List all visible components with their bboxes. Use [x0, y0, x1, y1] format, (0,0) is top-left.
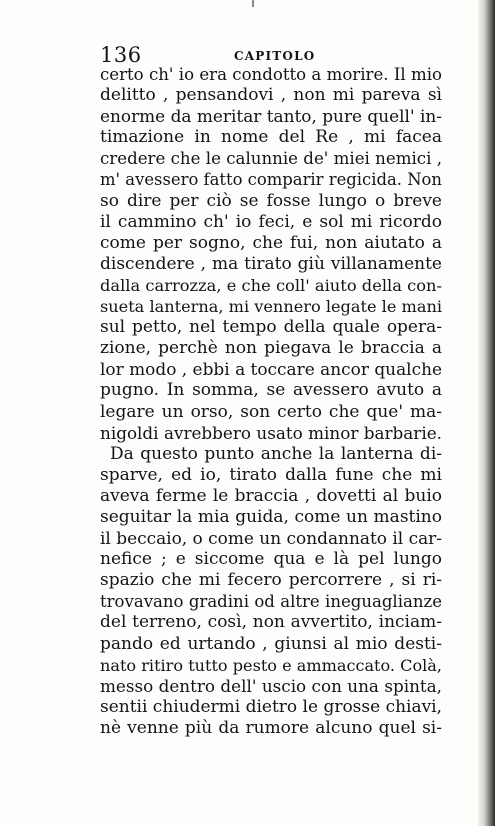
text-line: pando ed urtando , giunsi al mio desti- [100, 633, 442, 654]
text-line: certo ch' io era condotto a morire. Il mio [100, 65, 442, 84]
text-line: come per sogno, che fui, non aiutato a [100, 232, 442, 253]
text-line: lor modo , ebbi a toccare ancor qualche [100, 359, 442, 380]
text-line: credere che le calunnie de' miei nemici , [100, 149, 442, 169]
text-line: del terreno, così, non avvertito, inciam- [100, 612, 442, 633]
page-number: 136 [100, 43, 142, 67]
text-line: sparve, ed io, tirato dalla fune che mi [100, 464, 442, 485]
page-edge-shadow [478, 0, 495, 826]
text-line: enorme da meritar tanto, pure quell' in- [100, 106, 442, 127]
text-line: trovavano gradini od altre ineguaglianze [100, 592, 442, 612]
text-line: delitto , pensandovi , non mi pareva sì [100, 85, 442, 106]
text-line: discendere , ma tirato giù villanamente [100, 253, 442, 274]
text-line: nato ritiro tutto pesto e ammaccato. Colà, [100, 655, 442, 675]
text-line: seguitar la mia guida, come un mastino [100, 506, 442, 527]
text-line: spazio che mi fecero percorrere , si ri- [100, 570, 442, 591]
text-line: aveva ferme le braccia , dovetti al buio [100, 485, 442, 506]
text-line: il cammino ch' io feci, e sol mi ricordo [100, 211, 442, 232]
text-line: so dire per ciò se fosse lungo o breve [100, 190, 442, 211]
text-line: sentii chiudermi dietro le grosse chiavi, [100, 696, 442, 717]
text-line: sul petto, nel tempo della quale opera- [100, 317, 442, 338]
body-text [100, 64, 442, 739]
text-line: nè venne più da rumore alcuno quel si- [100, 717, 442, 738]
text-line: legare un orso, son certo che que' ma- [100, 401, 442, 422]
paragraph-start-line: Da questo punto anche la lanterna di- [110, 443, 442, 464]
text-line: nefice ; e siccome qua e là pel lungo [100, 549, 442, 570]
text-line: nigoldi avrebbero usato minor barbarie. [100, 422, 442, 443]
text-line: pugno. In somma, se avessero avuto a [100, 380, 442, 401]
text-line: dalla carrozza, e che coll' aiuto della con- [100, 275, 442, 295]
text-line: m' avessero fatto comparir regicida. Non [100, 170, 442, 190]
running-head: CAPITOLO [234, 49, 316, 63]
text-line: sueta lanterna, mi vennero legate le mani [100, 297, 442, 317]
text-line: timazione in nome del Re , mi facea [100, 127, 442, 148]
text-line: il beccaio, o come un condannato il car- [100, 528, 442, 549]
page-mark [252, 0, 254, 7]
text-line: zione, perchè non piegava le braccia a [100, 338, 442, 359]
text-line: messo dentro dell' uscio con una spinta, [100, 675, 442, 696]
